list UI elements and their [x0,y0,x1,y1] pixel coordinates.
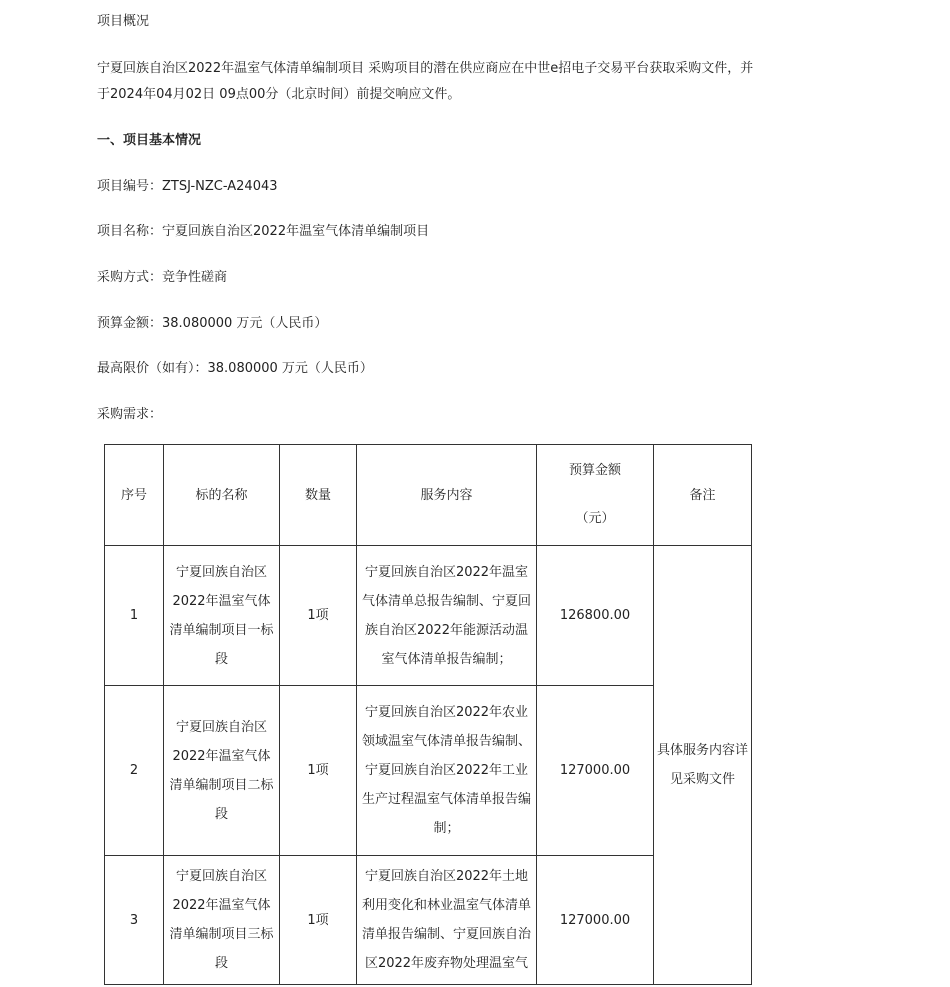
row-service: 宁夏回族自治区2022年温室气体清单总报告编制、宁夏回族自治区2022年能源活动温室气体清单报告编制； [357,546,537,686]
project-name: 项目名称：宁夏回族自治区2022年温室气体清单编制项目 [97,224,430,239]
procurement-method: 采购方式：竞争性磋商 [97,270,228,285]
header-budget [537,445,654,546]
row-remark: 具体服务内容详见采购文件 [654,546,752,985]
overview-heading: 项目概况 [97,14,150,29]
header-qty: 数量 [280,445,357,546]
project-number: 项目编号：ZTSJ-NZC-A24043 [97,179,278,194]
row-name: 宁夏回族自治区2022年温室气体清单编制项目三标段 [169,869,274,971]
header-remark: 备注 [654,445,752,546]
row-no: 3 [129,912,139,928]
row-service-cell [357,856,537,985]
row-no: 1 [105,546,164,686]
row-no: 2 [105,686,164,856]
row-name-cell [164,856,280,985]
row-service: 宁夏回族自治区2022年农业领域温室气体清单报告编制、宁夏回族自治区2022年工业生产过程温室气体清单报告编制； [357,686,537,856]
row-qty: 1项 [280,546,357,686]
requirement-label: 采购需求： [97,407,163,422]
section-heading-basic-info: 一、项目基本情况 [97,133,202,148]
row-qty: 1项 [307,912,329,928]
overview-text: 宁夏回族自治区2022年温室气体清单编制项目 采购项目的潜在供应商应在中世e招电子交易平台获取采购文件，并于2024年04月02日 09点00分（北京时间）前提交响应文件。 [97,61,754,102]
header-service: 服务内容 [357,445,537,546]
row-budget: 127000.00 [559,912,631,928]
max-price: 最高限价（如有）：38.080000 万元（人民币） [97,361,373,376]
table-row [105,546,752,686]
header-name: 标的名称 [164,445,280,546]
budget-amount: 预算金额：38.080000 万元（人民币） [97,316,328,331]
requirements-table [104,444,752,985]
row-name: 宁夏回族自治区2022年温室气体清单编制项目一标段 [164,546,280,686]
row-budget: 127000.00 [537,686,654,856]
row-budget-cell [537,856,654,985]
row-qty: 1项 [280,686,357,856]
header-no: 序号 [105,445,164,546]
row-name: 宁夏回族自治区2022年温室气体清单编制项目二标段 [164,686,280,856]
row-budget: 126800.00 [537,546,654,686]
row-qty-cell [280,856,357,985]
row-service: 宁夏回族自治区2022年土地利用变化和林业温室气体清单清单报告编制、宁夏回族自治区2022年废弃物处理温室气 [361,869,531,971]
row-no-cell [105,856,164,985]
table-header-row [105,445,752,546]
header-budget-line2: （元） [575,511,615,526]
header-budget-line1: 预算金额 [568,463,621,478]
